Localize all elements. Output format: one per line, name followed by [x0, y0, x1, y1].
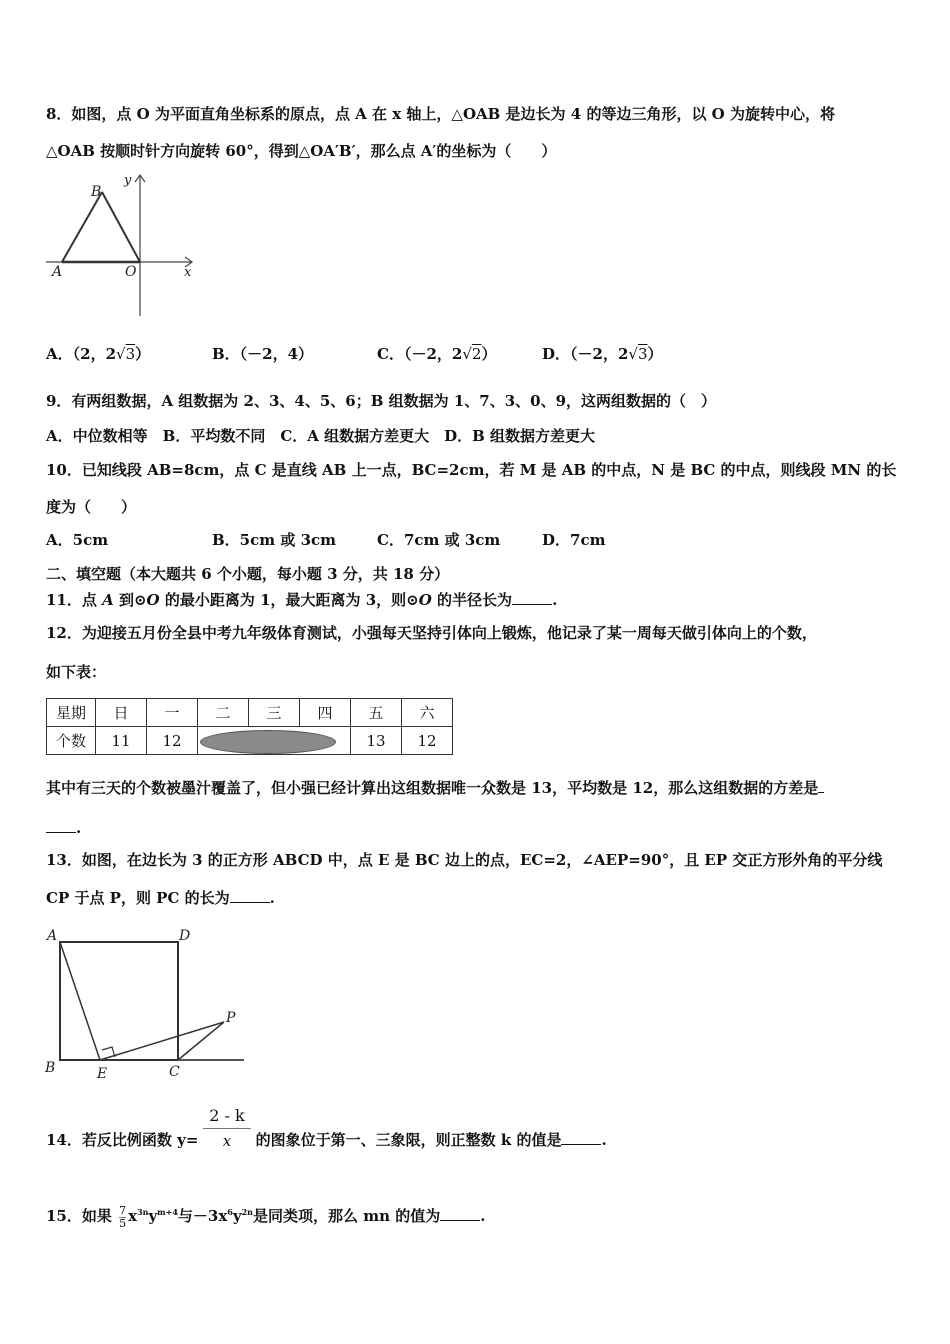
q8-line1: 8．如图，点 O 为平面直角坐标系的原点，点 A 在 x 轴上，△OAB 是边长为 4 的等边三角形，以 O 为旋转中心，将	[46, 105, 835, 123]
section-2-heading: 二、填空题（本大题共 6 个小题，每小题 3 分，共 18 分）	[46, 565, 450, 583]
q8-option-b: B．（－2，4）	[212, 345, 314, 363]
q8-option-d: D．（－2，2√3）	[542, 345, 663, 363]
q10-option-a: A．5cm	[46, 531, 109, 549]
table-cell: 星期	[47, 699, 96, 727]
q8-option-a: A．（2，2√3）	[46, 345, 151, 363]
table-cell: 四	[300, 699, 351, 727]
table-cell: 六	[402, 699, 453, 727]
fig-label-O: O	[125, 264, 137, 280]
ink-blot	[200, 730, 336, 754]
fig-label-B: B	[45, 1060, 56, 1076]
table-cell: 三	[249, 699, 300, 727]
fig-label-A: A	[47, 928, 58, 944]
table-cell: 11	[96, 727, 147, 755]
q12-table	[46, 698, 453, 755]
q10-option-b: B．5cm 或 3cm	[212, 531, 337, 549]
table-cell: 日	[96, 699, 147, 727]
q13-figure	[44, 926, 249, 1084]
q13-line1: 13．如图，在边长为 3 的正方形 ABCD 中，点 E 是 BC 边上的点，EC=2，∠AEP=90°，且 EP 交正方形外角的平分线	[46, 851, 883, 869]
q13-line2: CP 于点 P，则 PC 的长为 .	[46, 889, 275, 907]
q9-line1: 9．有两组数据，A 组数据为 2、3、4、5、6；B 组数据为 1、7、3、0、9，这两组数据的（ ）	[46, 392, 717, 410]
fig-label-B: B	[91, 184, 102, 200]
q8-figure	[44, 170, 199, 318]
table-cell: 五	[351, 699, 402, 727]
q15-line: 15．如果 $\frac{7}{5}$ $x^{3n}y^{m+4}$与$-3x^6y^{2n}$是同类项，那么 mn 的值为 .	[46, 1203, 486, 1230]
q9-options: A．中位数相等 B．平均数不同 C．A 组数据方差更大 D．B 组数据方差更大	[46, 427, 596, 445]
q10-line2: 度为（ ）	[46, 498, 137, 516]
fig-label-C: C	[169, 1064, 180, 1080]
table-header-row	[47, 699, 453, 727]
q14-fraction	[203, 1106, 251, 1150]
q11-line: 11．点 A 到⊙O 的最小距离为 1，最大距离为 3，则⊙O 的半径长为 .	[46, 591, 558, 609]
q10-line1: 10．已知线段 AB=8cm，点 C 是直线 AB 上一点，BC=2cm，若 M 是 AB 的中点，N 是 BC 的中点，则线段 MN 的长	[46, 461, 897, 479]
table-cell: 个数	[47, 727, 96, 755]
q15-fraction	[119, 1205, 126, 1230]
table-cell: 二	[198, 699, 249, 727]
fig-label-A: A	[52, 264, 63, 280]
q10-option-c: C．7cm 或 3cm	[377, 531, 501, 549]
table-data-row	[47, 727, 453, 755]
fig-label-D: D	[179, 928, 191, 944]
table-cell: 13	[351, 727, 402, 755]
fig-label-E: E	[97, 1066, 108, 1082]
q12-line4: .	[46, 818, 81, 838]
q10-option-d: D．7cm	[542, 531, 606, 549]
fraction-denominator: x	[222, 1132, 232, 1150]
q8-option-c: C．（－2，2√2）	[377, 345, 497, 363]
table-cell: 一	[147, 699, 198, 727]
q14-line: 14．若反比例函数 y= 的图象位于第一、三象限，则正整数 k 的值是 .	[46, 1131, 607, 1149]
table-cell: 12	[147, 727, 198, 755]
q12-line2: 如下表：	[46, 663, 107, 681]
fraction-numerator: 7	[119, 1203, 127, 1217]
q12-line3: 其中有三天的个数被墨汁覆盖了，但小强已经计算出这组数据唯一众数是 13，平均数是 12，那么这组数据的方差是	[46, 778, 824, 798]
ink-covered-cells	[198, 727, 351, 755]
fig-label-x: x	[184, 265, 192, 280]
table-cell: 12	[402, 727, 453, 755]
q8-line2: △OAB 按顺时针方向旋转 60°，得到△OA′B′，那么点 A′的坐标为（ ）	[46, 142, 557, 160]
q12-line1: 12．为迎接五月份全县中考九年级体育测试，小强每天坚持引体向上锻炼，他记录了某一周每天做引体向上的个数，	[46, 624, 817, 642]
fig-label-y: y	[124, 173, 132, 188]
fig-label-P: P	[226, 1010, 236, 1026]
fraction-denominator: 5	[119, 1216, 127, 1230]
fraction-numerator: 2 - k	[203, 1106, 251, 1129]
